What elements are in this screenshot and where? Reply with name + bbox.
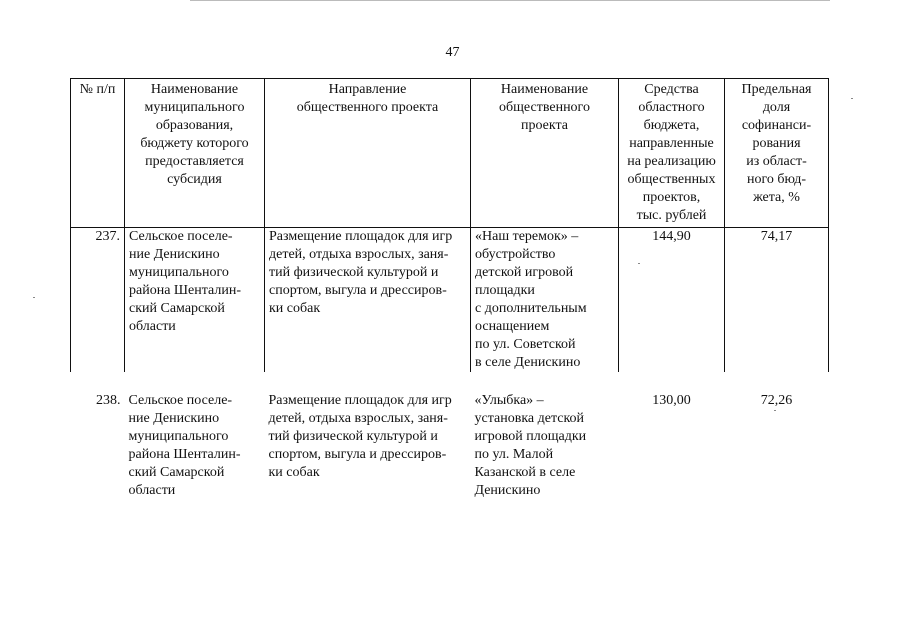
share-cell: 74,17 <box>725 228 829 373</box>
cell-line: Сельское поселе- <box>129 229 233 244</box>
header-municipality <box>125 79 265 228</box>
cell-line: района Шенталин- <box>129 283 241 298</box>
share-cell: 72,26 <box>760 393 793 408</box>
municipality-cell <box>125 372 265 500</box>
cell-line: Сельское поселе- <box>128 393 233 408</box>
header-line: доля <box>762 100 791 115</box>
cell-line: ский Самарской <box>129 301 225 316</box>
header-line: Предельная <box>741 82 812 97</box>
header-line: Средства <box>644 82 699 97</box>
header-line: муниципального <box>144 100 245 115</box>
cell-line: в селе Денискино <box>475 355 581 370</box>
municipality-cell <box>125 228 265 373</box>
cell-line: области <box>129 319 176 334</box>
header-line: предоставляется <box>145 154 244 169</box>
header-line: из област- <box>746 154 807 169</box>
row-number: 237. <box>71 228 125 373</box>
cell-line: Размещение площадок для игр <box>269 229 453 244</box>
header-line: проекта <box>521 118 568 133</box>
header-line: жета, % <box>753 190 800 205</box>
cell-line: детей, отдыха взрослых, заня- <box>268 411 448 426</box>
cell-line: «Наш теремок» – <box>475 229 579 244</box>
cell-line: спортом, выгула и дрессиров- <box>268 447 447 462</box>
header-share <box>725 79 829 228</box>
direction-cell <box>265 228 471 373</box>
header-line: направленные <box>629 136 714 151</box>
header-line: образования, <box>155 118 234 133</box>
header-line: ного бюд- <box>746 172 807 187</box>
header-line: Наименование <box>150 82 239 97</box>
cell-line: по ул. Советской <box>475 337 576 352</box>
cell-line: ки собак <box>268 465 320 480</box>
cell-line: муниципального <box>129 265 229 280</box>
header-line: проектов, <box>642 190 701 205</box>
header-line: Наименование <box>500 82 589 97</box>
cell-line: ние Денискино <box>128 411 220 426</box>
header-line: субсидия <box>167 172 222 187</box>
header-line: софинанси- <box>741 118 812 133</box>
cell-line: муниципального <box>128 429 229 444</box>
cell-line: Денискино <box>474 483 541 498</box>
header-line: общественного проекта <box>296 100 439 115</box>
header-direction <box>265 79 471 228</box>
header-number <box>71 79 125 228</box>
header-line: областного <box>638 100 705 115</box>
cell-line: тий физической культурой и <box>269 265 439 280</box>
scan-speck <box>638 263 640 264</box>
cell-line: Размещение площадок для игр <box>268 393 452 408</box>
cell-line: ский Самарской <box>128 465 225 480</box>
cell-line: оснащением <box>475 319 550 334</box>
scan-speck <box>33 297 35 298</box>
funds-cell: 130,00 <box>652 393 691 408</box>
header-line: на реализацию <box>627 154 716 169</box>
header-line: общественного <box>499 100 590 115</box>
scan-speck <box>851 98 853 99</box>
table-header <box>71 79 829 228</box>
subsidy-table <box>70 78 829 500</box>
cell-line: по ул. Малой <box>474 447 554 462</box>
cell-line: игровой площадки <box>474 429 587 444</box>
header-line: общественных <box>627 172 716 187</box>
table-row <box>71 228 829 373</box>
header-project <box>471 79 619 228</box>
header-line: бюджета, <box>643 118 700 133</box>
scan-top-edge <box>190 0 830 1</box>
header-line: рования <box>752 136 801 151</box>
cell-line: установка детской <box>474 411 585 426</box>
header-line: бюджету которого <box>140 136 249 151</box>
cell-line: с дополнительным <box>475 301 587 316</box>
cell-line: «Улыбка» – <box>474 393 544 408</box>
cell-line: ние Денискино <box>129 247 220 262</box>
cell-line: детской игровой <box>475 265 574 280</box>
cell-line: Казанской в селе <box>474 465 576 480</box>
header-line: тыс. рублей <box>636 208 707 223</box>
cell-line: детей, отдыха взрослых, заня- <box>269 247 449 262</box>
cell-line: обустройство <box>475 247 556 262</box>
cell-line: области <box>128 483 176 498</box>
project-cell <box>471 372 619 500</box>
cell-line: ки собак <box>269 301 321 316</box>
header-funds <box>619 79 725 228</box>
funds-cell: 144,90 <box>619 228 725 373</box>
cell-line: района Шенталин- <box>128 447 241 462</box>
header-row <box>71 79 829 228</box>
page-number: 47 <box>445 45 460 60</box>
table-body <box>71 228 829 501</box>
cell-line: спортом, выгула и дрессиров- <box>269 283 447 298</box>
cell-line: площадки <box>475 283 535 298</box>
cell-line: тий физической культурой и <box>268 429 438 444</box>
project-cell <box>471 228 619 373</box>
header-line: Направление <box>328 82 407 97</box>
direction-cell <box>265 372 471 500</box>
header-line: № п/п <box>79 82 116 97</box>
scan-speck <box>774 410 776 411</box>
table-row <box>71 372 829 500</box>
row-number: 238. <box>96 393 121 408</box>
